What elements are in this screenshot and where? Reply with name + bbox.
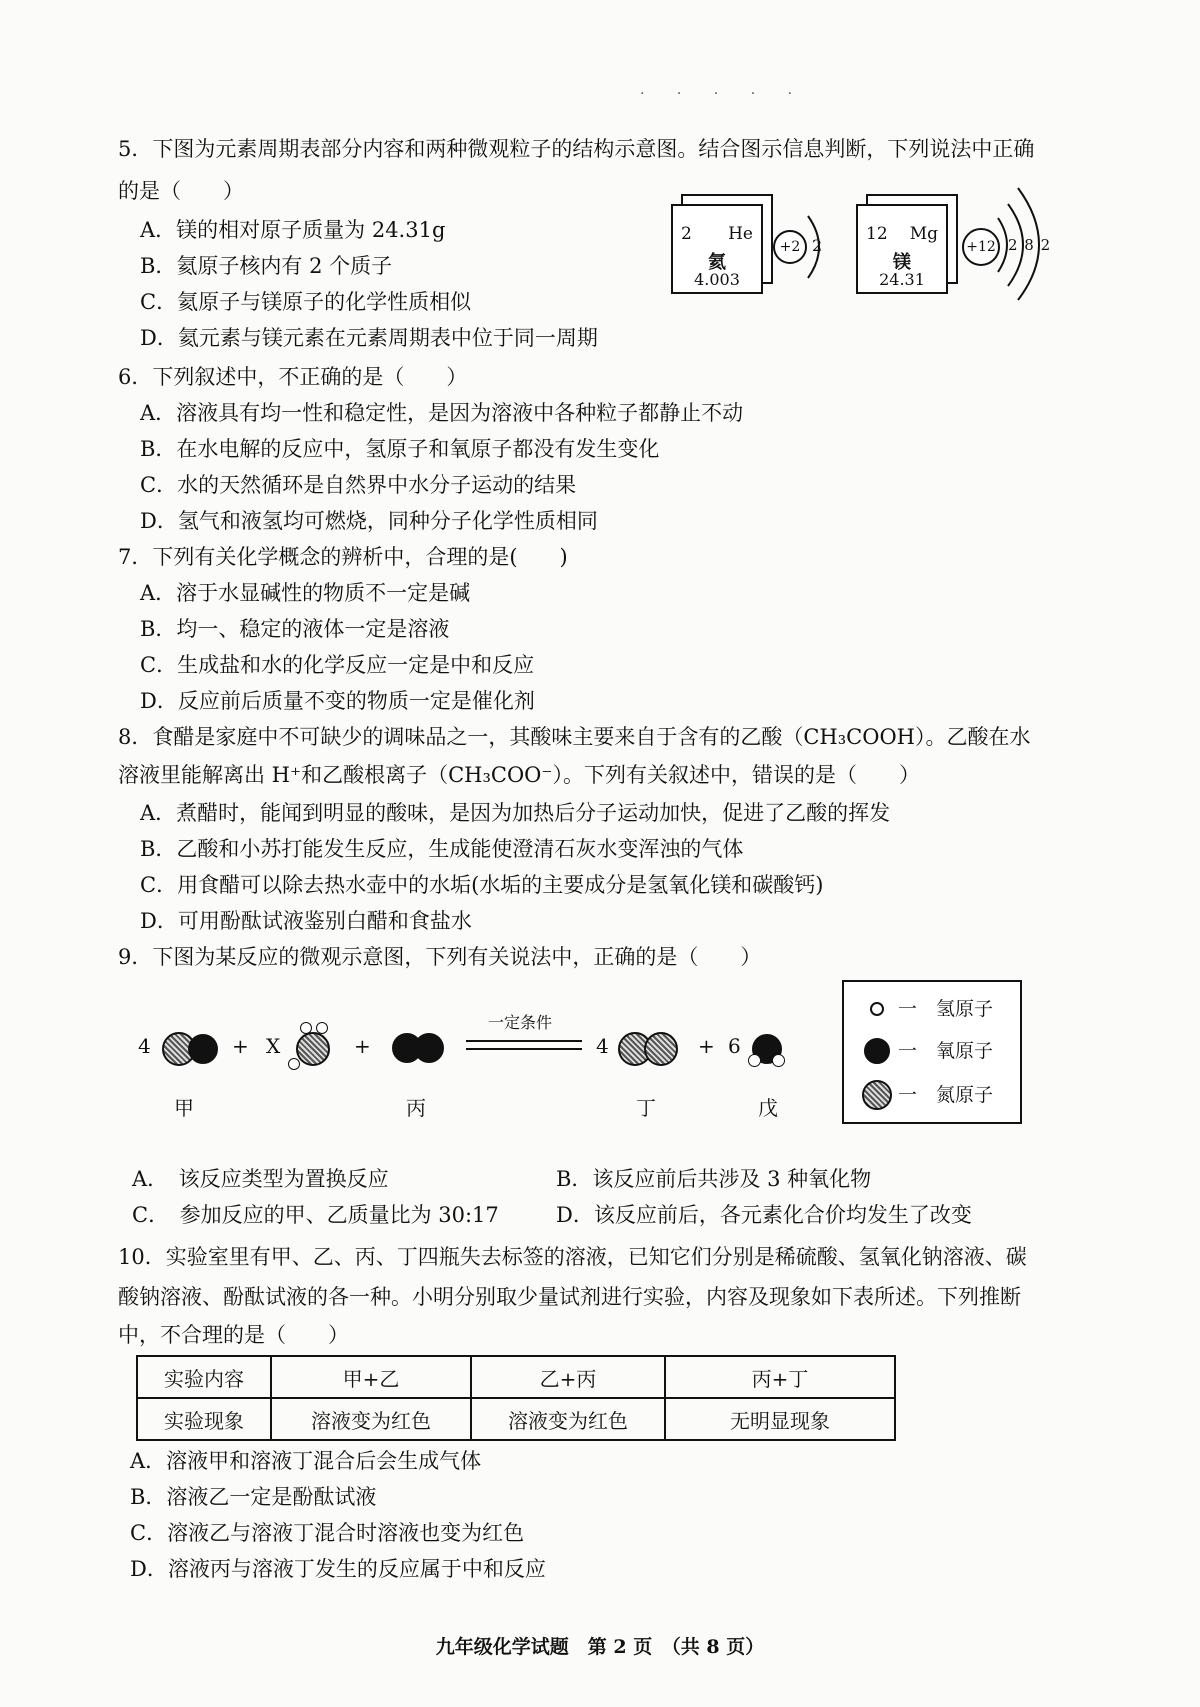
q10-option-b: B．溶液乙一定是酚酞试液 <box>130 1485 377 1509</box>
mg-name: 镁 <box>893 252 911 273</box>
yi-nitrogen-atom <box>296 1032 330 1066</box>
q7-option-b: B．均一、稳定的液体一定是溶液 <box>140 617 450 641</box>
q6-option-a: A．溶液具有均一性和稳定性，是因为溶液中各种粒子都静止不动 <box>140 401 744 425</box>
legend-oxygen: 一 氧原子 <box>898 1040 994 1062</box>
q9-option-d: D．该反应前后，各元素化合价均发生了改变 <box>556 1203 972 1227</box>
he-mass: 4.003 <box>694 270 740 289</box>
table-cell: 乙+丙 <box>471 1356 665 1398</box>
q6-stem: 6．下列叙述中，不正确的是（ ） <box>118 365 468 389</box>
q7-stem: 7．下列有关化学概念的辨析中，合理的是( ) <box>118 545 568 569</box>
mg-nucleus: +12 <box>962 228 1000 266</box>
table-cell: 丙+丁 <box>665 1356 895 1398</box>
table-cell: 无明显现象 <box>665 1398 895 1440</box>
q5-option-c: C．氦原子与镁原子的化学性质相似 <box>140 290 472 314</box>
atom-legend <box>842 980 1022 1124</box>
q5-stem-line1: 5．下图为元素周期表部分内容和两种微观粒子的结构示意图。结合图示信息判断，下列说法中正确 <box>118 137 1035 161</box>
ding-coefficient: 4 <box>596 1034 609 1058</box>
q7-option-a: A．溶于水显碱性的物质不一定是碱 <box>140 581 471 605</box>
experiment-table <box>136 1355 896 1441</box>
q10-option-d: D．溶液丙与溶液丁发生的反应属于中和反应 <box>130 1557 546 1581</box>
label-jia: 甲 <box>174 1096 194 1120</box>
q7-option-d: D．反应前后质量不变的物质一定是催化剂 <box>140 689 535 713</box>
q8-stem-line1: 8．食醋是家庭中不可缺少的调味品之一，其酸味主要来自于含有的乙酸（CH₃COOH）。乙酸在水 <box>118 725 1031 749</box>
q10-stem-line1: 10．实验室里有甲、乙、丙、丁四瓶失去标签的溶液，已知它们分别是稀硫酸、氢氧化钠溶液、碳 <box>118 1245 1027 1269</box>
legend-nitrogen-swatch <box>862 1080 892 1110</box>
mg-element-card <box>856 204 948 294</box>
yi-hydrogen-atom-1 <box>300 1022 312 1034</box>
label-ding: 丁 <box>636 1096 656 1120</box>
ding-nitrogen-atom-2 <box>644 1032 678 1066</box>
reaction-condition: 一定条件 <box>488 1013 553 1032</box>
scan-dots: · · · · · <box>640 86 807 102</box>
q6-option-d: D．氢气和液氢均可燃烧，同种分子化学性质相同 <box>140 509 598 533</box>
yi-hydrogen-atom-2 <box>316 1022 328 1034</box>
jia-oxygen-atom <box>188 1034 218 1064</box>
table-row <box>137 1398 895 1440</box>
q5-stem-line2: 的是（ ） <box>118 179 244 203</box>
mg-symbol: Mg <box>909 224 938 244</box>
plus-sign-2: + <box>354 1034 371 1058</box>
q5-option-b: B．氦原子核内有 2 个质子 <box>140 254 393 278</box>
legend-nitrogen: 一 氮原子 <box>898 1084 994 1106</box>
table-row <box>137 1356 895 1398</box>
he-atomic-number: 2 <box>681 224 692 244</box>
label-wu: 戊 <box>758 1096 778 1120</box>
he-symbol: He <box>728 224 753 244</box>
wu-coefficient: 6 <box>728 1034 741 1058</box>
q6-option-c: C．水的天然循环是自然界中水分子运动的结果 <box>140 473 577 497</box>
table-cell: 实验现象 <box>137 1398 271 1440</box>
q10-stem-line3: 中，不合理的是（ ） <box>118 1323 349 1347</box>
he-name: 氦 <box>708 252 726 273</box>
q5-option-a: A．镁的相对原子质量为 24.31g <box>140 218 446 242</box>
mg-shell-electrons: 2 8 2 <box>1008 236 1052 254</box>
q8-option-b: B．乙酸和小苏打能发生反应，生成能使澄清石灰水变浑浊的气体 <box>140 837 744 861</box>
legend-hydrogen: 一 氢原子 <box>898 998 994 1020</box>
he-element-card <box>671 204 763 294</box>
q9-option-a: A． 该反应类型为置换反应 <box>132 1167 389 1191</box>
he-nucleus: +2 <box>773 230 807 264</box>
plus-sign-1: + <box>232 1034 249 1058</box>
label-bing: 丙 <box>406 1096 426 1120</box>
legend-oxygen-swatch <box>864 1038 890 1064</box>
bing-oxygen-atom-2 <box>414 1033 444 1063</box>
q10-option-c: C．溶液乙与溶液丁混合时溶液也变为红色 <box>130 1521 525 1545</box>
he-shell-electrons: 2 <box>812 236 823 255</box>
q9-stem: 9．下图为某反应的微观示意图，下列有关说法中，正确的是（ ） <box>118 945 762 969</box>
q8-option-d: D．可用酚酞试液鉴别白醋和食盐水 <box>140 909 472 933</box>
q6-option-b: B．在水电解的反应中，氢原子和氧原子都没有发生变化 <box>140 437 660 461</box>
table-cell: 甲+乙 <box>271 1356 471 1398</box>
table-cell: 溶液变为红色 <box>271 1398 471 1440</box>
table-cell: 实验内容 <box>137 1356 271 1398</box>
yi-hydrogen-atom-3 <box>288 1058 300 1070</box>
q10-option-a: A．溶液甲和溶液丁混合后会生成气体 <box>130 1449 482 1473</box>
plus-sign-3: + <box>698 1034 715 1058</box>
q9-option-b: B．该反应前后共涉及 3 种氧化物 <box>556 1167 872 1191</box>
q9-option-c: C． 参加反应的甲、乙质量比为 30:17 <box>132 1203 499 1227</box>
jia-coefficient: 4 <box>138 1034 151 1058</box>
wu-hydrogen-atom-2 <box>772 1054 785 1067</box>
page-footer: 九年级化学试题 第 2 页 （共 8 页） <box>435 1636 765 1658</box>
q5-option-d: D．氦元素与镁元素在元素周期表中位于同一周期 <box>140 326 598 350</box>
q8-option-a: A．煮醋时，能闻到明显的酸味，是因为加热后分子运动加快，促进了乙酸的挥发 <box>140 801 891 825</box>
equation-line-top <box>466 1040 582 1042</box>
mg-atomic-number: 12 <box>866 224 888 244</box>
equation-line-bottom <box>466 1048 582 1050</box>
legend-hydrogen-swatch <box>870 1002 884 1016</box>
wu-hydrogen-atom-1 <box>748 1054 761 1067</box>
yi-coefficient: X <box>266 1034 281 1058</box>
table-cell: 溶液变为红色 <box>471 1398 665 1440</box>
mg-mass: 24.31 <box>879 270 925 289</box>
q8-stem-line2: 溶液里能解离出 H⁺和乙酸根离子（CH₃COO⁻）。下列有关叙述中，错误的是（ ） <box>118 763 920 787</box>
q7-option-c: C．生成盐和水的化学反应一定是中和反应 <box>140 653 535 677</box>
q8-option-c: C．用食醋可以除去热水壶中的水垢(水垢的主要成分是氢氧化镁和碳酸钙) <box>140 873 824 897</box>
q10-stem-line2: 酸钠溶液、酚酞试液的各一种。小明分别取少量试剂进行实验，内容及现象如下表所述。下列推断 <box>118 1285 1021 1309</box>
